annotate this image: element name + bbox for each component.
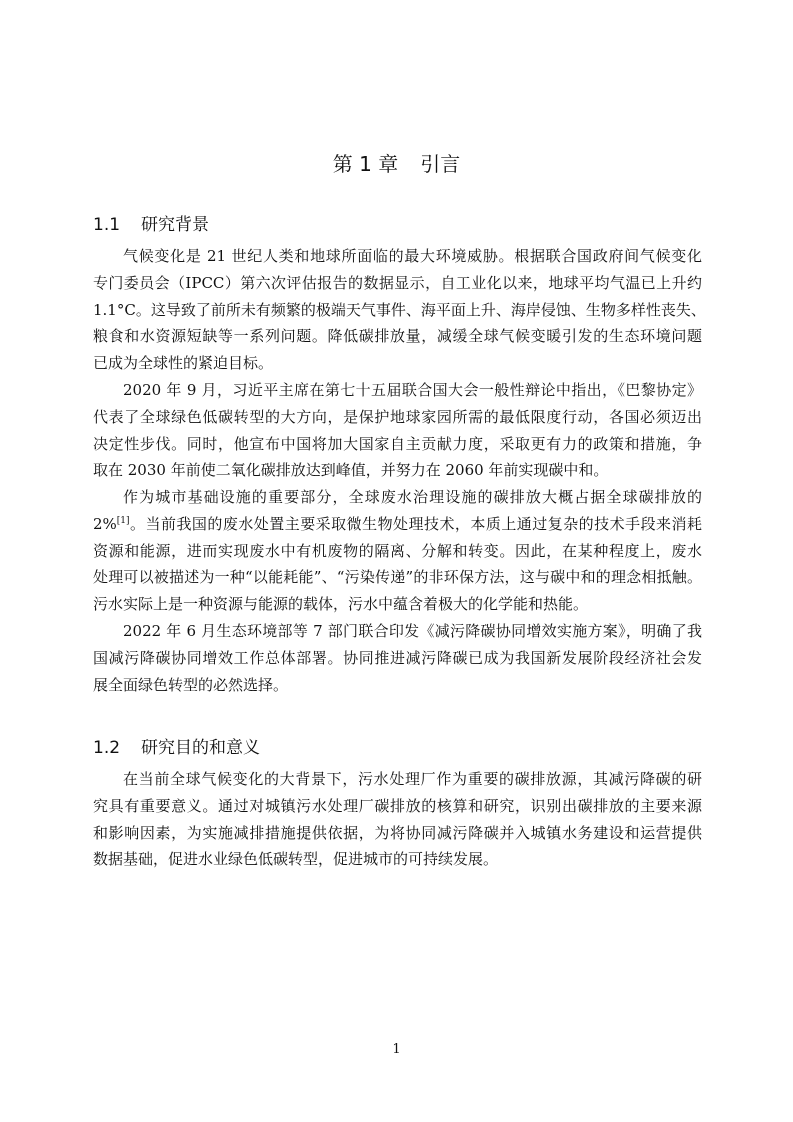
text-line: 已成为全球性的紧迫目标。 <box>93 354 274 373</box>
paragraph <box>93 243 706 377</box>
text-line: 2020 年 9 月，习近平主席在第七十五届联合国大会一般性辩论中指出，《巴黎协定》 <box>123 381 702 399</box>
text-line: 数据基础，促进水业绿色低碳转型，促进城市的可持续发展。 <box>93 850 499 869</box>
paragraph <box>93 484 702 618</box>
text-line: 究具有重要意义。通过对城镇污水处理厂碳排放的核算和研究，识别出碳排放的主要来源 <box>93 796 702 815</box>
text-line: 代表了全球绿色低碳转型的大方向，是保护地球家园所需的最低限度行动，各国必须迈出 <box>93 407 702 426</box>
section-title: 研究背景 <box>141 215 209 235</box>
text-line: 专门委员会（IPCC）第六次评估报告的数据显示，自工业化以来，地球平均气温已上升约 <box>93 273 702 292</box>
paragraph <box>93 766 702 873</box>
section-number: 1.1 <box>93 215 121 235</box>
text-line: 气候变化是 21 世纪人类和地球所面临的最大环境威胁。根据联合国政府间气候变化 <box>123 247 702 265</box>
text-line: 作为城市基础设施的重要部分，全球废水治理设施的碳排放大概占据全球碳排放的 <box>123 488 702 506</box>
chapter-title <box>0 148 793 177</box>
text-line: 展全面绿色转型的必然选择。 <box>93 675 289 694</box>
text-line-with-citation <box>93 511 702 538</box>
chapter-name: 引言 <box>420 152 461 176</box>
text-line: 粮食和水资源短缺等一系列问题。降低碳排放量，减缓全球气候变暖引发的生态环境问题 <box>93 327 702 346</box>
text-line: 取在 2030 年前使二氧化碳排放达到峰值，并努力在 2060 年前实现碳中和。 <box>93 461 609 480</box>
text-fragment: 。 <box>129 514 146 533</box>
text-line: 资源和能源，进而实现废水中有机废物的隔离、分解和转变。因此，在某种程度上，废水 <box>93 541 702 560</box>
text-line: 在当前全球气候变化的大背景下，污水处理厂作为重要的碳排放源，其减污降碳的研 <box>123 770 702 788</box>
text-line: 决定性步伐。同时，他宣布中国将加大国家自主贡献力度，采取更有力的政策和措施，争 <box>93 434 702 453</box>
section-heading-1-1 <box>93 210 209 235</box>
section-heading-1-2 <box>93 733 260 758</box>
paragraph <box>93 618 702 698</box>
text-line: 污水实际上是一种资源与能源的载体，污水中蕴含着极大的化学能和热能。 <box>93 595 589 614</box>
paragraph <box>93 377 702 484</box>
chapter-number: 第 1 章 <box>332 152 399 176</box>
text-line: 国减污降碳协同增效工作总体部署。协同推进减污降碳已成为我国新发展阶段经济社会发 <box>93 648 702 667</box>
citation-reference[interactable]: [1] <box>116 515 130 526</box>
section-title: 研究目的和意义 <box>141 738 260 758</box>
page-number: 1 <box>392 1042 401 1057</box>
text-fragment: 当前我国的废水处置主要采取微生物处理技术，本质上通过复杂的技术手段来消耗 <box>145 514 702 533</box>
text-line: 2022 年 6 月生态环境部等 7 部门联合印发《减污降碳协同增效实施方案》，明确了我 <box>123 622 702 640</box>
section-number: 1.2 <box>93 738 121 758</box>
text-line: 和影响因素，为实施减排措施提供依据，为将协同减污降碳并入城镇水务建设和运营提供 <box>93 823 702 842</box>
text-line: 1.1°C。这导致了前所未有频繁的极端天气事件、海平面上升、海岸侵蚀、生物多样性丧失、 <box>93 300 706 319</box>
text-line: 处理可以被描述为一种“以能耗能”、“污染传递”的非环保方法，这与碳中和的理念相抵触。 <box>93 568 702 587</box>
text-fragment: 2% <box>93 514 117 533</box>
